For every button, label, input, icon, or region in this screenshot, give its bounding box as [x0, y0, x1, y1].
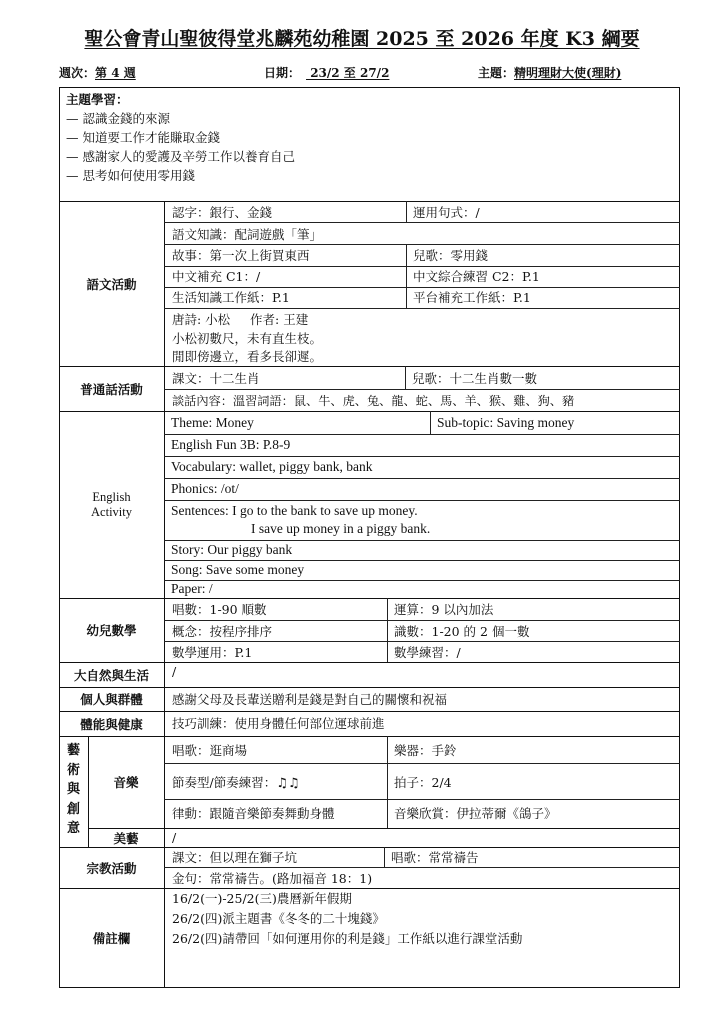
remarks-label: 備註欄: [92, 930, 131, 946]
word-recognition: 認字：銀行、金錢: [172, 205, 273, 220]
row-divider: [164, 540, 680, 541]
math-counting: 唱數：1-90 順數: [172, 602, 267, 617]
row-divider: [164, 580, 680, 581]
theme-learning-heading: 主題學習：: [66, 92, 129, 107]
theme-field: [478, 64, 621, 81]
math-concept: 概念：按程序排序: [172, 624, 273, 639]
physical-content: 技巧訓練：使用身體任何部位運球前進: [172, 716, 385, 731]
arts-label-char: 意: [66, 821, 80, 836]
cell-divider: [430, 411, 431, 434]
chinese-rhyme: 兒歌：零用錢: [413, 248, 489, 263]
music-song: 唱歌：逛商場: [172, 743, 248, 758]
row-divider: [164, 266, 680, 267]
week-field: [59, 64, 136, 81]
row-divider: [164, 244, 680, 245]
poem-line: 小松初數尺，未有直生枝。: [172, 331, 323, 346]
personal-content: 感謝父母及長輩送贈利是錢是對自己的關懷和祝福: [172, 692, 448, 707]
life-worksheet: 生活知識工作紙：P.1: [172, 290, 290, 305]
theme-learning-item: — 知道要工作才能賺取金錢: [66, 130, 220, 145]
english-sentence: Sentences: I go to the bank to save up money.: [171, 503, 418, 518]
english-vocabulary: Vocabulary: wallet, piggy bank, bank: [171, 459, 373, 474]
theme-value: 精明理財大使(理財): [514, 66, 622, 80]
row-divider: [164, 560, 680, 561]
math-number-recognition: 識數：1-20 的 2 個一數: [394, 624, 530, 639]
row-divider: [164, 500, 680, 501]
english-sentence: I save up money in a piggy bank.: [251, 521, 431, 536]
english-song: Song: Save some money: [171, 562, 305, 577]
putonghua-label: 普通話活動: [80, 381, 143, 397]
chinese-story: 故事：第一次上街買東西: [172, 248, 310, 263]
cell-divider: [405, 366, 406, 389]
physical-label: 體能與健康: [80, 716, 143, 732]
religion-verse: 金句：常常禱告。(路加福音 18：1): [172, 871, 373, 886]
music-rhythm: [172, 775, 300, 792]
putonghua-talk: 談話內容：溫習詞語：鼠、牛、虎、兔、龍、蛇、馬、羊、猴、雞、狗、豬: [172, 394, 575, 408]
row-divider: [88, 828, 680, 829]
date-value: 23/2 至 27/2: [306, 66, 390, 80]
sentence-pattern: 運用句式：/: [413, 205, 480, 220]
english-subtopic: Sub-topic: Saving money: [437, 415, 575, 430]
english-phonics: Phonics: /ot/: [171, 481, 239, 496]
label-column-divider: [164, 201, 165, 988]
chinese-supplement-c1: 中文補充 C1：/: [172, 269, 261, 284]
music-movement: 律動：跟隨音樂節奏舞動身體: [172, 806, 335, 821]
music-label: 音樂: [113, 775, 139, 790]
personal-label: 個人與群體: [80, 692, 143, 707]
cell-divider: [384, 847, 385, 867]
arts-label: [59, 741, 88, 839]
arts-label-char: 創: [66, 801, 80, 817]
date-field: [264, 64, 399, 81]
english-paper: Paper: /: [171, 581, 213, 596]
row-divider: [164, 799, 680, 800]
theme-learning-item: — 思考如何使用零用錢: [66, 168, 195, 183]
row-divider: [164, 620, 680, 621]
putonghua-rhyme: 兒歌：十二生肖數一數: [412, 371, 538, 386]
row-divider: [164, 308, 680, 309]
visual-arts-content: /: [172, 830, 177, 845]
chinese-exercise-c2: 中文綜合練習 C2：P.1: [413, 269, 540, 284]
row-divider: [164, 867, 680, 868]
music-meter: 拍子：2/4: [394, 775, 452, 790]
nature-label: 大自然與生活: [73, 667, 149, 683]
english-theme: Theme: Money: [171, 415, 254, 430]
religion-song: 唱歌：常常禱告: [391, 850, 479, 865]
chinese-label: 語文活動: [86, 276, 137, 292]
math-operation: 運算：9 以內加法: [394, 602, 494, 617]
row-divider: [164, 434, 680, 435]
visual-arts-label: 美藝: [113, 830, 139, 846]
theme-learning-item: — 感謝家人的愛護及辛勞工作以養育自己: [66, 149, 295, 164]
row-divider: [164, 287, 680, 288]
platform-worksheet: 平台補充工作紙：P.1: [413, 290, 531, 305]
math-application: 數學運用：P.1: [172, 645, 253, 660]
eighth-notes-icon: ♫♫: [276, 776, 300, 791]
date-label: 日期：: [264, 66, 301, 80]
cell-divider: [387, 598, 388, 662]
english-label: [59, 411, 164, 598]
religion-label: 宗教活動: [86, 860, 137, 876]
arts-label-char: 藝: [66, 743, 80, 758]
music-appreciation: 音樂欣賞：伊拉蒂爾《鴿子》: [394, 806, 557, 821]
theme-label: 主題：: [478, 66, 515, 80]
cell-divider: [406, 201, 407, 222]
math-practice: 數學練習：/: [394, 645, 461, 660]
row-divider: [164, 641, 680, 642]
music-instrument: 樂器：手鈴: [394, 743, 457, 758]
cell-divider: [406, 244, 407, 308]
cell-divider: [387, 736, 388, 828]
putonghua-text: 課文：十二生肖: [172, 371, 260, 386]
row-divider: [164, 222, 680, 223]
row-divider: [164, 763, 680, 764]
row-divider: [164, 456, 680, 457]
document-title: [0, 24, 724, 51]
english-label-line: Activity: [91, 504, 132, 519]
nature-content: /: [172, 664, 177, 679]
theme-learning-item: — 認識金錢的來源: [66, 111, 170, 126]
math-label: 幼兒數學: [86, 623, 137, 638]
remark-item: 16/2(一)-25/2(三)農曆新年假期: [172, 891, 352, 906]
week-label: 週次：: [59, 66, 96, 80]
english-story: Story: Our piggy bank: [171, 542, 293, 557]
religion-text: 課文：但以理在獅子坑: [172, 850, 298, 865]
week-value: 第 4 週: [95, 66, 136, 80]
remark-item: 26/2(四)請帶回「如何運用你的利是錢」工作紙以進行課堂活動: [172, 931, 523, 946]
document-title-text: 聖公會青山聖彼得堂兆麟苑幼稚園 2025 至 2026 年度 K3 綱要: [84, 28, 640, 50]
english-label-line: English: [92, 489, 131, 504]
row-divider: [164, 478, 680, 479]
poem-title: 唐詩: 小松 作者: 王建: [172, 312, 309, 327]
row-divider: [164, 389, 680, 390]
arts-label-char: 與: [66, 782, 80, 797]
poem-line: 閒即傍邊立，看多長卻遲。: [172, 349, 323, 364]
remark-item: 26/2(四)派主題書《冬冬的二十塊錢》: [172, 911, 385, 926]
arts-label-char: 術: [66, 762, 80, 778]
rhythm-label: 節奏型/節奏練習：: [172, 775, 277, 790]
language-knowledge: 語文知識：配詞遊戲「筆」: [172, 227, 323, 242]
english-book: English Fun 3B: P.8-9: [171, 437, 291, 452]
